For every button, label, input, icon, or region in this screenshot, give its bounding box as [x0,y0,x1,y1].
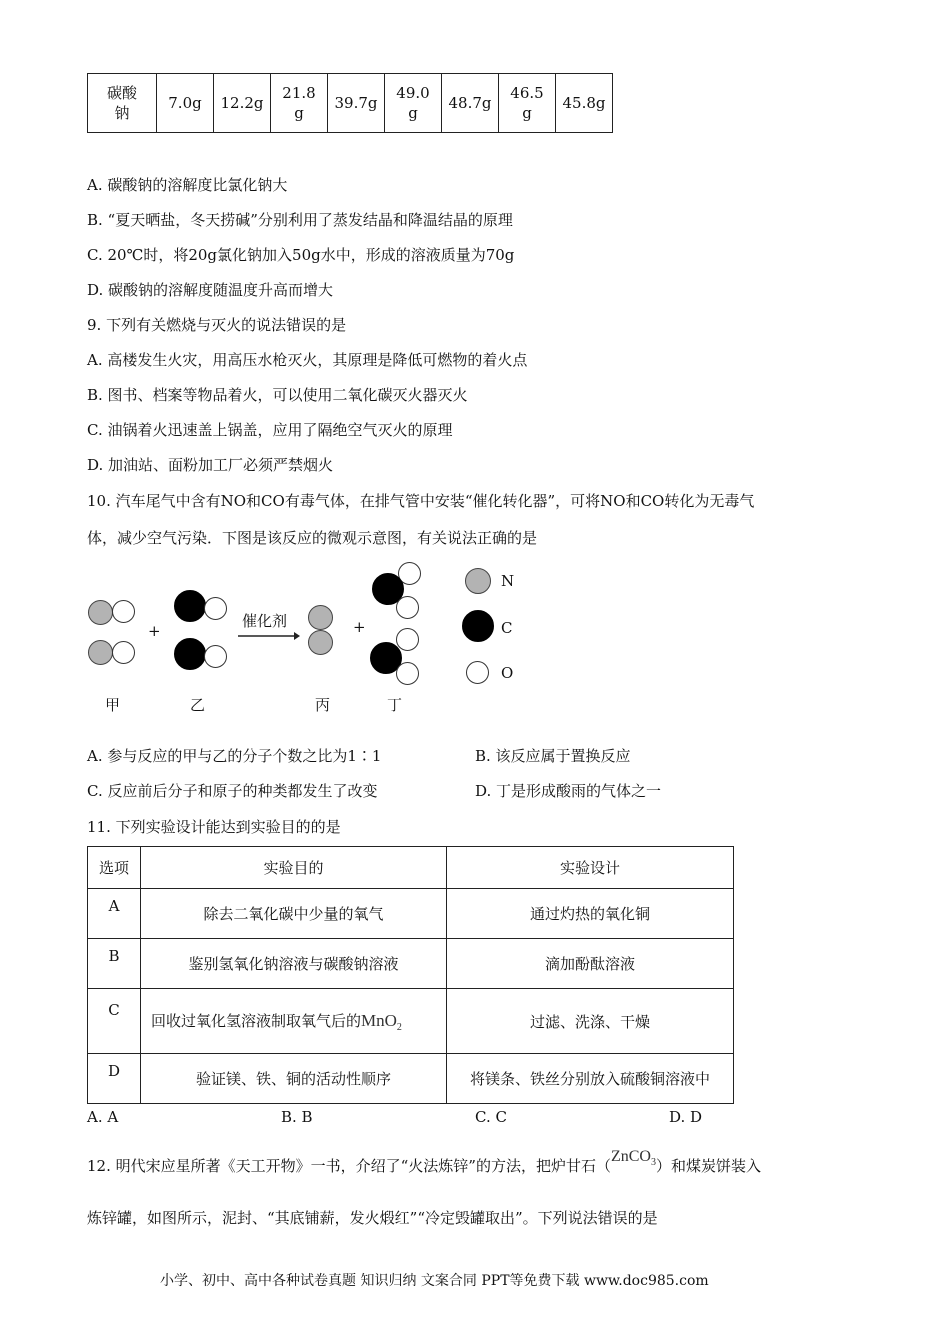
row-option: D [88,1054,141,1104]
table-cell: 7.0g [157,74,214,133]
n-atom [88,640,113,665]
row-label: 碳酸 钠 [88,74,157,133]
row-design: 滴加酚酞溶液 [447,939,734,989]
reaction-arrow [238,630,300,642]
row-design: 将镁条、铁丝分别放入硫酸铜溶液中 [447,1054,734,1104]
row-goal: 除去二氧化碳中少量的氧气 [141,889,447,939]
q11-answer-c: C. C [475,1108,507,1126]
formula-subscript: 2 [396,1021,402,1033]
label-bing: 丙 [315,696,331,714]
o-atom [396,596,419,619]
table-row [88,74,613,133]
table-row [88,1054,734,1104]
row-option: C [88,989,141,1054]
q11-answer-d: D. D [669,1108,703,1126]
row-goal [141,989,447,1054]
solubility-table [87,73,613,133]
znco3-formula [610,1148,656,1168]
plus-sign: + [353,618,366,636]
q10-stem-line1: 10. 汽车尾气中含有NO和CO有毒气体，在排气管中安装“催化转化器”，可将NO和CO转化为无毒气 [87,492,755,510]
header-goal: 实验目的 [141,847,447,889]
row-goal-text: 回收过氧化氢溶液制取氧气后的 [151,1011,362,1030]
q12-line1 [87,1148,761,1178]
mno2-formula [361,1010,402,1033]
table-cell: 45.8g [556,74,613,133]
q9-option-b: B. 图书、档案等物品着火，可以使用二氧化碳灭火器灭火 [87,386,468,404]
label-jia: 甲 [105,696,121,714]
row-design: 通过灼热的氧化铜 [447,889,734,939]
catalyst-label: 催化剂 [242,612,288,630]
plus-sign: + [148,622,161,640]
q12-line1-post: ）和煤炭饼装入 [655,1157,761,1175]
table-cell: 46.5 g [499,74,556,133]
q10-option-c: C. 反应前后分子和原子的种类都发生了改变 [87,782,378,800]
formula-main: MnO [361,1010,397,1030]
o-atom [396,628,419,651]
row-option: B [88,939,141,989]
table-cell: 48.7g [442,74,499,133]
header-design: 实验设计 [447,847,734,889]
row-design: 过滤、洗涤、干燥 [447,989,734,1054]
q11-stem: 11. 下列实验设计能达到实验目的的是 [87,818,341,836]
q9-stem: 9. 下列有关燃烧与灭火的说法错误的是 [87,316,347,334]
q10-option-a: A. 参与反应的甲与乙的分子个数之比为1∶1 [87,747,382,765]
o-atom [204,597,227,620]
o-atom [396,662,419,685]
row-goal: 鉴别氢氧化钠溶液与碳酸钠溶液 [141,939,447,989]
n-atom [308,630,333,655]
legend-o-swatch [466,661,489,684]
legend-o-label: O [501,664,514,682]
label-yi: 乙 [190,696,206,714]
label-ding: 丁 [387,696,403,714]
n-atom [88,600,113,625]
legend-n-swatch [465,568,491,594]
q9-option-a: A. 高楼发生火灾，用高压水枪灭火，其原理是降低可燃物的着火点 [87,351,528,369]
table-row [88,889,734,939]
row-goal: 验证镁、铁、铜的活动性顺序 [141,1054,447,1104]
header-option: 选项 [88,847,141,889]
table-cell: 21.8 g [271,74,328,133]
legend-c-label: C [501,619,513,637]
o-atom [204,645,227,668]
legend-c-swatch [462,610,494,642]
table-cell: 12.2g [214,74,271,133]
c-atom [174,638,206,670]
n-atom [308,605,333,630]
table-row [88,989,734,1054]
q10-stem-line2: 体，减少空气污染．下图是该反应的微观示意图，有关说法正确的是 [87,529,538,547]
o-atom [112,641,135,664]
q8-option-b: B. “夏天晒盐，冬天捞碱”分别利用了蒸发结晶和降温结晶的原理 [87,211,513,229]
q11-answer-b: B. B [281,1108,313,1126]
q12-line2: 炼锌罐，如图所示，泥封、“其底铺薪，发火煅红”“冷定毁罐取出”。下列说法错误的是 [87,1209,658,1227]
q12-line1-pre: 12. 明代宋应星所著《天工开物》一书，介绍了“火法炼锌”的方法，把炉甘石（ [87,1157,611,1175]
q8-option-c: C. 20℃时，将20g氯化钠加入50g水中，形成的溶液质量为70g [87,246,515,264]
table-row [88,939,734,989]
page-footer: 小学、初中、高中各种试卷真题 知识归纳 文案合同 PPT等免费下载 www.doc985.com [160,1273,709,1289]
formula-subscript: 3 [650,1157,656,1168]
q9-option-d: D. 加油站、面粉加工厂必须严禁烟火 [87,456,334,474]
c-atom [174,590,206,622]
formula-main: ZnCO [610,1148,651,1165]
table-cell: 49.0 g [385,74,442,133]
q10-option-b: B. 该反应属于置换反应 [475,747,631,765]
q9-option-c: C. 油锅着火迅速盖上锅盖，应用了隔绝空气灭火的原理 [87,421,453,439]
q11-answer-a: A. A [87,1108,119,1126]
legend-n-label: N [501,572,515,590]
table-cell: 39.7g [328,74,385,133]
q8-option-d: D. 碳酸钠的溶解度随温度升高而增大 [87,281,334,299]
table-header-row [88,847,734,889]
q8-option-a: A. 碳酸钠的溶解度比氯化钠大 [87,176,288,194]
q10-option-d: D. 丁是形成酸雨的气体之一 [475,782,662,800]
experiment-table [87,846,734,1104]
row-option: A [88,889,141,939]
o-atom [112,600,135,623]
